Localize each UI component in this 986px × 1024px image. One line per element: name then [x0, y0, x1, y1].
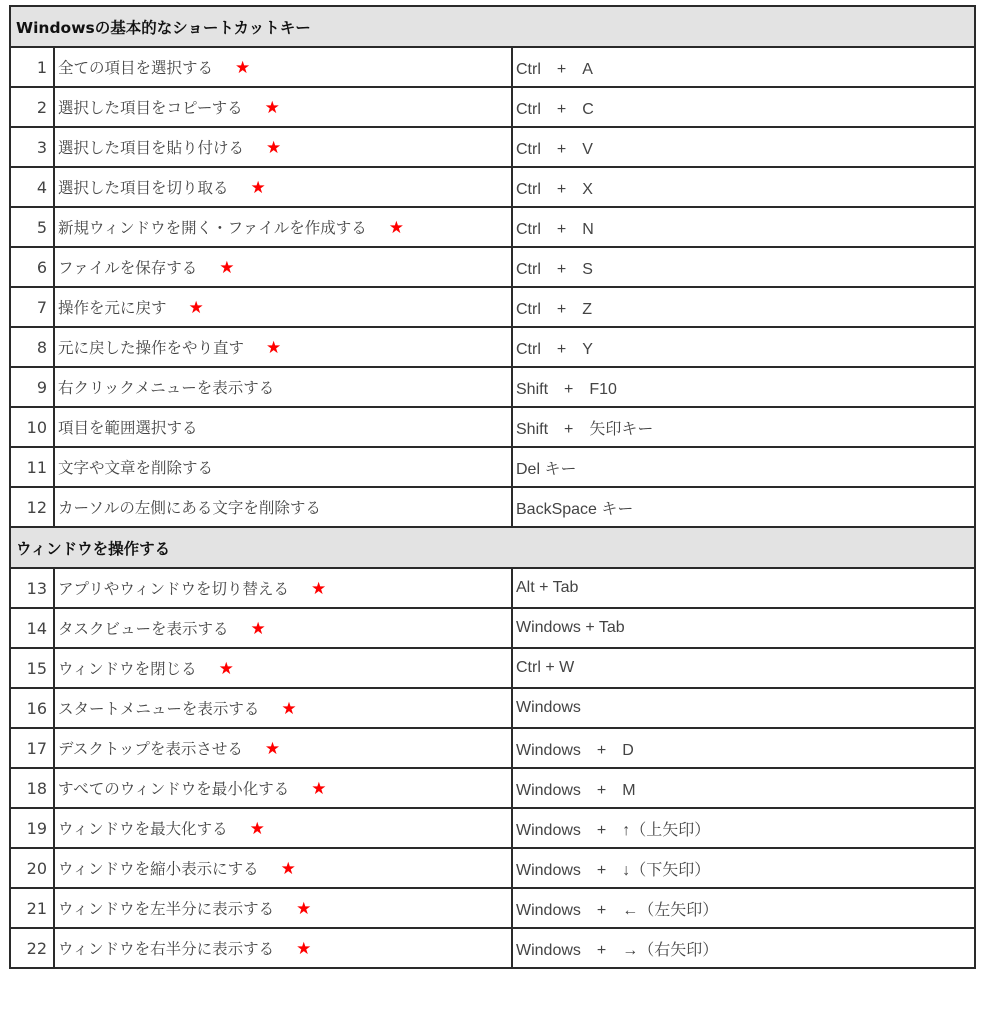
action-label: 操作を元に戻す — [58, 299, 167, 317]
star-icon: ★ — [218, 659, 234, 679]
action-cell — [54, 447, 512, 487]
shortcut-keys: Shift + 矢印キー — [512, 407, 975, 447]
action-label: ウィンドウを最大化する — [58, 820, 228, 838]
action-label: 文字や文章を削除する — [58, 459, 214, 477]
row-number: 19 — [10, 808, 54, 848]
action-label: すべてのウィンドウを最小化する — [58, 780, 290, 798]
row-number: 11 — [10, 447, 54, 487]
table-row — [10, 327, 975, 367]
star-icon: ★ — [264, 739, 281, 759]
star-icon: ★ — [235, 58, 251, 78]
row-number: 2 — [10, 87, 54, 127]
table-row — [10, 127, 975, 167]
shortcut-keys: Ctrl + Z — [512, 287, 975, 327]
table-row — [10, 407, 975, 447]
shortcut-table-body — [10, 6, 975, 968]
star-icon: ★ — [266, 338, 282, 358]
table-row — [10, 447, 975, 487]
table-row — [10, 848, 975, 888]
shortcut-keys: Windows + D — [512, 728, 975, 768]
shortcut-keys: Windows + M — [512, 768, 975, 808]
table-row — [10, 728, 975, 768]
row-number: 10 — [10, 407, 54, 447]
row-number: 13 — [10, 568, 54, 608]
action-label: アプリやウィンドウを切り替える — [58, 580, 289, 598]
action-cell — [54, 367, 512, 407]
table-row — [10, 568, 975, 608]
table-row — [10, 608, 975, 648]
action-cell — [54, 487, 512, 527]
action-cell — [54, 287, 512, 327]
star-icon: ★ — [280, 859, 296, 879]
star-icon: ★ — [310, 579, 327, 599]
action-cell — [54, 888, 512, 928]
action-cell — [54, 808, 512, 848]
row-number: 4 — [10, 167, 54, 207]
table-row — [10, 928, 975, 968]
row-number: 7 — [10, 287, 54, 327]
star-icon: ★ — [249, 819, 265, 839]
row-number: 5 — [10, 207, 54, 247]
action-label: 選択した項目を切り取る — [58, 179, 229, 197]
section-title: ウィンドウを操作する — [10, 527, 975, 568]
shortcut-keys: Ctrl + X — [512, 167, 975, 207]
action-label: ファイルを保存する — [58, 259, 198, 277]
row-number: 15 — [10, 648, 54, 688]
action-label: 項目を範囲選択する — [58, 419, 198, 437]
action-cell — [54, 47, 512, 87]
action-label: 選択した項目をコピーする — [58, 99, 243, 117]
shortcut-keys: Shift + F10 — [512, 367, 975, 407]
star-icon: ★ — [281, 699, 297, 719]
row-number: 6 — [10, 247, 54, 287]
row-number: 9 — [10, 367, 54, 407]
star-icon: ★ — [296, 939, 312, 959]
star-icon: ★ — [250, 619, 266, 639]
action-cell — [54, 568, 512, 608]
shortcut-keys: BackSpace キー — [512, 487, 975, 527]
action-label: デスクトップを表示させる — [58, 740, 243, 758]
action-cell — [54, 167, 512, 207]
star-icon: ★ — [219, 258, 235, 278]
star-icon: ★ — [188, 298, 204, 318]
row-number: 8 — [10, 327, 54, 367]
table-row — [10, 167, 975, 207]
shortcut-keys: Alt + Tab — [512, 568, 975, 608]
section-title: Windowsの基本的なショートカットキー — [10, 6, 975, 47]
shortcut-keys: Ctrl + S — [512, 247, 975, 287]
shortcut-keys: Windows + ↑（上矢印） — [512, 808, 975, 848]
shortcut-keys: Ctrl + W — [512, 648, 975, 688]
table-row — [10, 768, 975, 808]
action-cell — [54, 768, 512, 808]
row-number: 18 — [10, 768, 54, 808]
table-row — [10, 287, 975, 327]
table-row — [10, 367, 975, 407]
row-number: 12 — [10, 487, 54, 527]
row-number: 14 — [10, 608, 54, 648]
table-row — [10, 688, 975, 728]
shortcut-keys: Windows + Tab — [512, 608, 975, 648]
action-cell — [54, 407, 512, 447]
action-label: ウィンドウを右半分に表示する — [58, 940, 275, 958]
action-cell — [54, 608, 512, 648]
action-cell — [54, 728, 512, 768]
table-row — [10, 888, 975, 928]
star-icon: ★ — [388, 218, 405, 238]
section-header-row — [10, 527, 975, 568]
table-row — [10, 207, 975, 247]
shortcut-keys: Windows — [512, 688, 975, 728]
action-cell — [54, 928, 512, 968]
table-row — [10, 808, 975, 848]
section-header-row — [10, 6, 975, 47]
star-icon: ★ — [250, 178, 266, 198]
action-cell — [54, 648, 512, 688]
action-cell — [54, 207, 512, 247]
shortcut-keys: Ctrl + Y — [512, 327, 975, 367]
action-label: スタートメニューを表示する — [58, 700, 260, 718]
star-icon: ★ — [264, 98, 280, 118]
table-row — [10, 247, 975, 287]
action-cell — [54, 247, 512, 287]
shortcut-keys: Windows + ←（左矢印） — [512, 888, 975, 928]
action-label: ウィンドウを左半分に表示する — [58, 900, 275, 918]
action-label: 新規ウィンドウを開く・ファイルを作成する — [58, 219, 367, 237]
shortcut-keys: Ctrl + N — [512, 207, 975, 247]
shortcut-keys: Windows + ↓（下矢印） — [512, 848, 975, 888]
table-row — [10, 87, 975, 127]
action-label: 選択した項目を貼り付ける — [58, 139, 245, 157]
action-label: ウィンドウを閉じる — [58, 660, 197, 678]
row-number: 3 — [10, 127, 54, 167]
action-cell — [54, 327, 512, 367]
table-row — [10, 487, 975, 527]
star-icon: ★ — [266, 138, 282, 158]
action-label: 全ての項目を選択する — [58, 59, 214, 77]
action-cell — [54, 848, 512, 888]
shortcut-keys: Ctrl + A — [512, 47, 975, 87]
action-label: 元に戻した操作をやり直す — [58, 339, 245, 357]
shortcut-table — [9, 5, 976, 969]
table-row — [10, 47, 975, 87]
action-label: 右クリックメニューを表示する — [58, 379, 275, 397]
row-number: 16 — [10, 688, 54, 728]
action-cell — [54, 87, 512, 127]
row-number: 22 — [10, 928, 54, 968]
shortcut-keys: Del キー — [512, 447, 975, 487]
table-row — [10, 648, 975, 688]
action-cell — [54, 688, 512, 728]
action-label: タスクビューを表示する — [58, 620, 229, 638]
action-label: カーソルの左側にある文字を削除する — [58, 499, 321, 517]
action-label: ウィンドウを縮小表示にする — [58, 860, 259, 878]
row-number: 20 — [10, 848, 54, 888]
action-cell — [54, 127, 512, 167]
row-number: 17 — [10, 728, 54, 768]
row-number: 21 — [10, 888, 54, 928]
star-icon: ★ — [311, 779, 327, 799]
shortcut-keys: Windows + →（右矢印） — [512, 928, 975, 968]
star-icon: ★ — [296, 899, 312, 919]
shortcut-keys: Ctrl + V — [512, 127, 975, 167]
shortcut-keys: Ctrl + C — [512, 87, 975, 127]
row-number: 1 — [10, 47, 54, 87]
